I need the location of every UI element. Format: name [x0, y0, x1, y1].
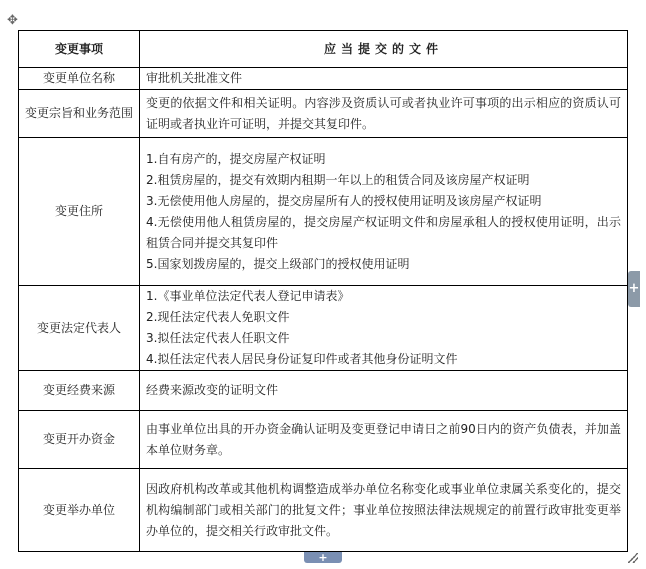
- table-row: [19, 411, 628, 469]
- row-label: 变更举办单位: [19, 469, 140, 552]
- content-line: 由事业单位出具的开办资金确认证明及变更登记申请日之前90日内的资产负债表，并加盖本单位财务章。: [146, 421, 621, 457]
- content-line: 3.无偿使用他人房屋的，提交房屋所有人的授权使用证明及该房屋产权证明: [146, 193, 542, 208]
- row-content: [140, 371, 628, 411]
- row-content: [140, 68, 628, 90]
- content-line: 经费来源改变的证明文件: [146, 383, 279, 397]
- table-row: [19, 138, 628, 286]
- table-row: [19, 469, 628, 552]
- content-line: 5.国家划拨房屋的，提交上级部门的授权使用证明: [146, 256, 410, 271]
- row-label: 变更住所: [19, 138, 140, 286]
- row-content: [140, 411, 628, 469]
- content-line: 变更的依据文件和相关证明。内容涉及资质认可或者执业许可事项的出示相应的资质认可证明或者执业许可证明，并提交其复印件。: [146, 95, 621, 131]
- row-label: 变更宗旨和业务范围: [19, 90, 140, 138]
- content-line: 1.自有房产的，提交房屋产权证明: [146, 151, 326, 166]
- row-label: 变更经费来源: [19, 371, 140, 411]
- content-line: 3.拟任法定代表人任职文件: [146, 331, 290, 345]
- row-content: [140, 138, 628, 286]
- content-line: 因政府机构改革或其他机构调整造成举办单位名称变化或事业单位隶属关系变化的，提交机构编制部门或相关部门的批复文件；事业单位按照法律法规规定的前置行政审批变更举办单位的，提交相关行政审批文件。: [146, 481, 621, 538]
- content-line: 4.拟任法定代表人居民身份证复印件或者其他身份证明文件: [146, 352, 458, 366]
- table-row: [19, 90, 628, 138]
- table-row: [19, 286, 628, 371]
- header-change-item: 变更事项: [19, 31, 140, 68]
- table-move-icon[interactable]: ✥: [7, 13, 18, 28]
- content-line: 2.现任法定代表人免职文件: [146, 310, 290, 324]
- content-line: 4.无偿使用他人租赁房屋的，提交房屋产权证明文件和房屋承租人的授权使用证明，出示租赁合同并提交其复印件: [146, 214, 621, 250]
- content-line: 审批机关批准文件: [146, 71, 243, 85]
- row-label: 变更法定代表人: [19, 286, 140, 371]
- row-label: 变更开办资金: [19, 411, 140, 469]
- table-row: [19, 371, 628, 411]
- table-resize-icon[interactable]: [628, 553, 638, 563]
- content-line: 2.租赁房屋的，提交有效期内租期一年以上的租赁合同及该房屋产权证明: [146, 172, 530, 187]
- table-row: [19, 68, 628, 90]
- change-items-table: [18, 30, 628, 552]
- add-row-icon[interactable]: +: [304, 552, 342, 563]
- row-content: [140, 286, 628, 371]
- add-column-icon[interactable]: +: [628, 271, 640, 307]
- table-header-row: [19, 31, 628, 68]
- row-content: [140, 90, 628, 138]
- header-required-documents: 应当提交的文件: [140, 31, 628, 68]
- content-line: 1.《事业单位法定代表人登记申请表》: [146, 289, 350, 303]
- row-label: 变更单位名称: [19, 68, 140, 90]
- row-content: [140, 469, 628, 552]
